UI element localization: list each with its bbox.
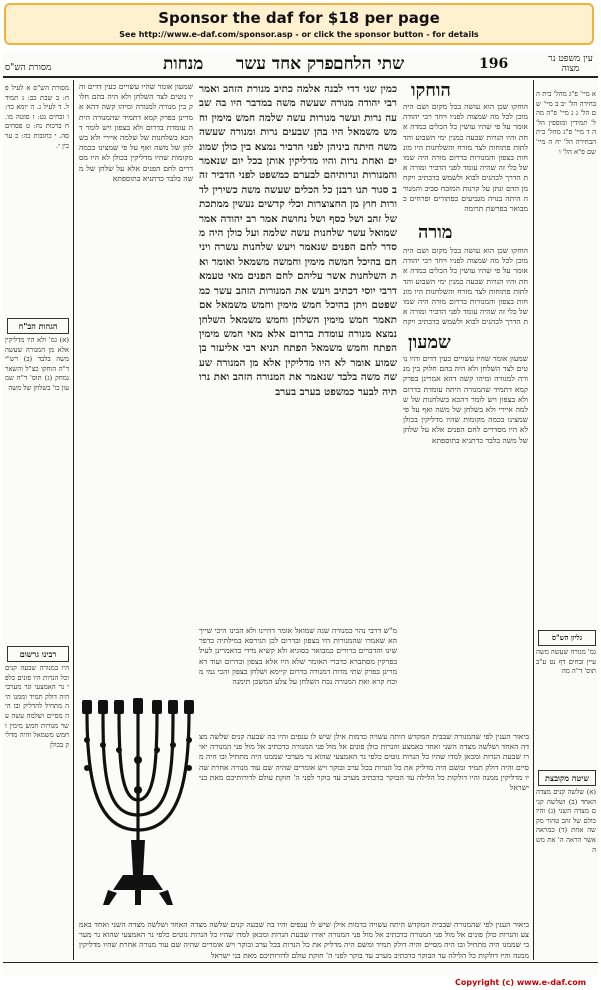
menorah-illustration	[73, 690, 203, 915]
page-number: 196	[479, 56, 509, 72]
left-reference-header: מסורת הש"ס	[5, 63, 52, 73]
sponsor-banner[interactable]	[4, 3, 594, 45]
header-rule	[3, 76, 598, 78]
sponsor-subtitle[interactable]: See http://www.e-daf.com/sponsor.asp - or click the sponsor button - for details	[119, 30, 479, 39]
ein-mishpat-column: א מיי' פ"ג מהל' בית הבחירה הל' יב ב מיי' שם הל' ג ג מיי' פ"ה מהל' תמידין ומוספין הל' ה ד מיי' פ"ג מהל' בית הבחירה הל' יח ה מיי' שם פ"א הל' ו	[536, 90, 596, 156]
talmud-page	[3, 50, 598, 975]
lower-commentary-bottom: ביאור הענין לפי שהמנורה שבבית המקדש היתה עשויה כדמות אילן שיש לו ענפים והיו בה שבעה קנים שלשה מצדה האחד ושלשה מצדה השני ואחד באמצע והנרות כולן פונים אל מול פני המנורה כדכתיב אל מול פני המנורה יאירו שבעת הנרות ומכאן למדו שהיו כל הנרות נוטים כלפי נר האמצעי שהוא נר מערבי שממנו היה מתחיל ובו היה מסיים והיה דולק תמיד ומשם היה מדליק את כל הנרות בכל ערב ובוקר ויש אומרים שהיה שם עוד מנורה אחרת שהיו מדליקין ממנה והיו דולקות כל הלילה עד הבוקר כדכתיב מערב עד בוקר לפני ה' חוקת עולם לדורותיכם מאת בני ישראל	[79, 920, 529, 960]
opening-word-mora: מורה	[418, 222, 453, 243]
shita-mekubetzet-text: (א) שלשה קנים מצדה האחד (ב) ושלשה קנים מצדה השני (ג) והיו כולם של זהב טהור מקשה אחת (ד) כמראה אשר הראה ה' את משה	[536, 788, 596, 854]
rashi-column-middle: הוחקו שכן הוא עושה בכל מקום ושם היה מוכן לכל מה שמצוה לפניו ויחד רבי יהודה אומר על פי שהיו עושין כל הכלים במדה אחת והיו הנרות שבעה כמנין ימי השבוע והדלתות פתוחות לצד מזרח והשלחנות היו מונחות בצפון והמנורות בדרום מורה היה שמו של כלי זה שהיה עומד לפני הדביר ומורה את הדרך לכהנים לבוא ולשמש כדכתיב ויקח	[403, 246, 528, 327]
lower-commentary-right: ביאור הענין לפי שהמנורה שבבית המקדש היתה עשויה כדמות אילן שיש לו ענפים והיו בה שבעה קנים שלשה מצדה האחד ושלשה מצדה השני ואחד באמצע והנרות כולן פונים אל מול פני המנורה כדכתיב אל מול פני המנורה יאירו שבעת הנרות ומכאן למדו שהיו כל הנרות נוטים כלפי נר האמצעי שהוא נר מערבי שממנו היה מתחיל ובו היה מסיים והיה דולק תמיד ומשם היה מדליק את כל הנרות בכל ערב ובוקר ויש אומרים שהיה שם עוד מנורה אחרת שהיו מדליקין ממנה והיו דולקות כל הלילה עד הבוקר כדכתיב מערב עד בוקר לפני ה' חוקת עולם לדורותיכם מאת בני ישראל	[199, 732, 529, 793]
tractate-name: מנחות	[163, 54, 204, 74]
right-reference-header: עין משפט נר מצוה	[548, 54, 593, 74]
chapter-label: פרק אחד עשר	[236, 54, 334, 74]
gilyon-text: גמ' מנורה שעשה משה עיין זבחים דף נט ע"ב תוס' ד"ה מה	[536, 648, 596, 676]
commentary-under-gemara: מ"ש דרבי נהר כמנורה שנה שמואל אומר דהיינו ולא הבינו היכי שייך הא שאמרו שהמנורות היו בצפון ובדרום לכן הגירסא במילתיה כדפרשינו והדברים ברורים כמבואר בסוגיא ולא קשיא מידי כדאמרינן לעיל בפרקין מסתברא כדברי האומר שלא היו אלא בצפון ובדרום ועוד דאמרינן בפרק שתי מדות דמנורה בדרום קיימא ושלחן בצפון והכי נמי מוכח קרא ואת המנורה נכח השלחן על צלע המשכן תימנה	[199, 626, 397, 687]
rashi-column-top: הוחקו שכן הוא עושה בכל מקום ושם היה מוכן לכל מה שמצוה לפניו ויחד רבי יהודה אומר על פי שהיו עושין כל הכלים במדה אחת והיו הנרות שבעה כמנין ימי השבוע והדלתות פתוחות לצד מזרח והשלחנות היו מונחות בצפון והמנורות בדרום מורה היה שמו של כלי זה שהיה עומד לפני הדביר ומורה את הדרך לכהנים לבוא ולשמש כדכתיב ויקח מן הדם ונתן על קרנות המזבח סביב והמנורה היתה בנויה מגביעים כפתורים ופרחים כמבואר בפרשת תרומה	[403, 102, 528, 214]
masoret-hashas-column: מסורת הש"ס א לעיל פח: ב שבת כב: ג תמיד ל. ד לעיל נ. ה יומא כד: ו זבחים נט: ז סוטה מו. ח ברכות נח: ט פסחים סה. י כתובות כה: כ ערכין י.	[5, 84, 69, 150]
hagahot-box: הגהות הב"ח	[7, 318, 69, 334]
chapter-name: שתי הלחם	[333, 54, 405, 74]
sponsor-title[interactable]: Sponsor the daf for $18 per page	[158, 9, 440, 27]
gilyon-box: גליון הש"ס	[538, 630, 596, 646]
shita-mekubetzet-box: שיטה מקובצת	[538, 770, 596, 786]
opening-word-tosafot: שמעון	[408, 332, 451, 353]
tosafot-column-left: שמעון אומר שהיו עשויים כעין דדים והיו נוטים לצד השלחן ולא היה בהם חלוק בין מנורה למנורה ומיהו קשה דהא אמרינן בפרק קמא דתמיד שהמנורה היתה עומדת בדרום ולא בצפון ויש לומר דהכא בשלחנות של שלמה איירי ולא בשלחן של משה ואף על פי שמצינו בכמה מקומות שהיו מדליקין בכולן לא היו מסדרים לחם הפנים אלא על שלחן של משה בלבד כדתניא בתוספתא	[79, 82, 193, 183]
right-margin-rule	[533, 80, 534, 960]
opening-word-rashi: הוחקו	[411, 80, 451, 101]
copyright-link[interactable]: Copyright (c) www.e-daf.com	[455, 978, 587, 987]
rabbenu-gershom-text: היו במנורה שבעה קנים וכל הנרות היו פונים כלפי נר האמצעי ונר מערבי היה דולק תמיד וממנו היה מתחיל להדליק ובו היה מסיים ושלמה עשה עשר מנורות חמש מימין וחמש משמאל והיה מדליק בכולן	[5, 664, 69, 749]
gemara-main-text: כמין שני דדי לבנה אלמה כתיב מנורת הזהב ואמר רבי יהודה מנורה שעשה משה במדבר היו בה שבעה נרות ועשר מנורות עשה שלמה חמש מימין וחמש משמאל היו בהן שבעים נרות ומנורה שעשה משה היתה ביניהן לפני הדביר נמצא בין כולן שמונים ואחת נרות והיו מדליקין אותן בכל יום שנאמר והמנורות ונרותיהם לבערם כמשפט לפני הדביר זהב סגור תנו רבנן כל הכלים שעשה משה כשירין לדורות חוץ מן החצוצרות וכלי קדשים נעשין ממתכת של זהב ושל כסף ושל נחושת אמר רב יהודה אמר שמואל עשר שלחנות עשה שלמה ועל כולן היה מסדר לחם הפנים שנאמר ויעש שלחנות עשרה ויניחם בהיכל חמשה מימין וחמשה משמאל ואומר ואת השלחנות אשר עליהם לחם הפנים מאי טעמא דרבי יוסי דכתיב ויעש את המנורות הזהב עשר כמשפטם ויתן בהיכל חמש מימין וחמש משמאל אם תאמר חמש מימין השלחן וחמש משמאל השלחן נמצא מנורה עומדת בדרום אלא מאי חמש מימין הפתח וחמש משמאל הפתח תניא רבי אליעזר בן שמוע אומר לא היו מדליקין אלא מן המנורה שעשה משה בלבד שנאמר את המנורה הזהב ואת נרותיה לבער כמשפט בערב בערב	[199, 83, 397, 398]
tosafot-column-right: שמעון אומר שהיו עשויים כעין דדים והיו נוטים לצד השלחן ולא היה בהם חלוק בין מנורה למנורה ומיהו קשה דהא אמרינן בפרק קמא דתמיד שהמנורה היתה עומדת בדרום ולא בצפון ויש לומר דהכא בשלחנות של שלמה איירי ולא בשלחן של משה ואף על פי שמצינו בכמה מקומות שהיו מדליקין בכולן לא היו מסדרים לחם הפנים אלא על שלחן של משה בלבד כדתניא בתוספתא	[403, 354, 528, 445]
bottom-rule	[3, 962, 598, 963]
hagahot-text: (א) גמ' ולא היו מדליקין אלא מן המנורה שעשה משה בלבד (ב) רש"י ד"ה הוחקו כצ"ל והשאר נמחק (ג) תוס' ד"ה שמעון כו' בשלחן של משה	[5, 336, 69, 392]
rabbenu-gershom-box: רבינו גרשום	[7, 646, 69, 662]
